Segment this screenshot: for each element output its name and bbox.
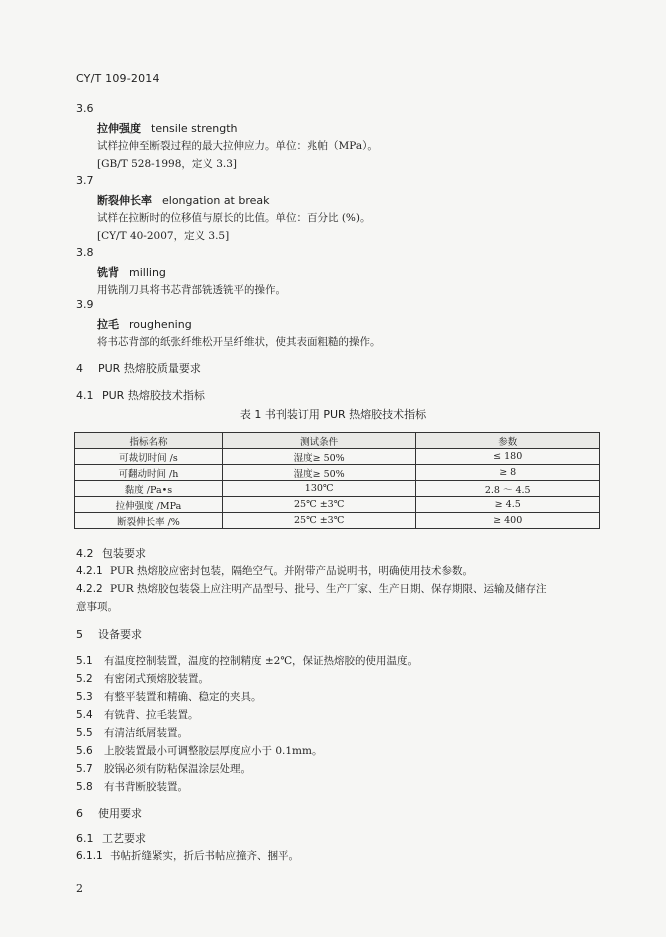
table-cell: 可翻动时间 /h (75, 465, 223, 481)
section-number: 6 (76, 807, 83, 820)
column-header: 参数 (416, 433, 600, 449)
term-chinese: 断裂伸长率 (97, 194, 152, 207)
clause-text: PUR 热熔胶包装袋上应注明产品型号、批号、生产厂家、生产日期、保存期限、运输及储存注 (110, 583, 547, 595)
table-cell: 黏度 /Pa•s (75, 481, 223, 497)
clause-paragraph (76, 707, 199, 722)
table-row (75, 465, 600, 481)
clause-paragraph (76, 761, 251, 776)
subsection-heading (76, 387, 205, 403)
column-header: 测试条件 (222, 433, 416, 449)
table-cell: ≤ 180 (416, 449, 600, 465)
table-cell: ≥ 400 (416, 513, 600, 529)
term-english: elongation at break (162, 194, 270, 207)
table-header-row (75, 433, 600, 449)
section-heading (76, 626, 142, 642)
clause-paragraph (76, 671, 209, 686)
term-title (97, 264, 166, 280)
clause-number: 5.5 (76, 727, 93, 739)
clause-paragraph (76, 779, 188, 794)
clause-text: 有清洁纸屑装置。 (104, 727, 188, 739)
table-row (75, 481, 600, 497)
clause-paragraph (76, 581, 546, 596)
table-cell: 湿度≥ 50% (222, 449, 416, 465)
page-number: 2 (76, 882, 83, 895)
clause-number: 5.1 (76, 655, 93, 667)
clause-number: 5.7 (76, 763, 93, 775)
section-title: PUR 热熔胶技术指标 (102, 389, 205, 402)
table-cell: 2.8 ～ 4.5 (416, 481, 600, 497)
table-row (75, 497, 600, 513)
subsection-heading (76, 545, 146, 561)
section-heading (76, 360, 201, 376)
clause-text: 有温度控制装置，温度的控制精度 ±2℃，保证热熔胶的使用温度。 (104, 655, 419, 667)
term-reference: [CY/T 40-2007，定义 3.5] (97, 230, 230, 242)
term-definition: 用铣削刀具将书芯背部铣透铣平的操作。 (97, 284, 286, 296)
term-english: tensile strength (151, 122, 238, 135)
subsection-heading (76, 830, 146, 846)
term-number: 3.7 (76, 174, 94, 187)
section-number: 4.2 (76, 547, 94, 560)
clause-number: 6.1.1 (76, 850, 103, 862)
clause-paragraph (76, 743, 322, 758)
clause-text: 有书背断胶装置。 (104, 781, 188, 793)
table-cell: 25℃ ±3℃ (222, 497, 416, 513)
clause-text: 有密闭式预熔胶装置。 (104, 673, 209, 685)
clause-number: 4.2.1 (76, 565, 103, 577)
section-number: 4.1 (76, 389, 94, 402)
table-cell: 25℃ ±3℃ (222, 513, 416, 529)
table-cell: 拉伸强度 /MPa (75, 497, 223, 513)
clause-number: 5.4 (76, 709, 93, 721)
term-number: 3.9 (76, 298, 94, 311)
spec-table (74, 432, 600, 529)
section-title: PUR 热熔胶质量要求 (98, 362, 201, 375)
clause-number: 5.8 (76, 781, 93, 793)
section-number: 6.1 (76, 832, 94, 845)
term-definition: 试样拉伸至断裂过程的最大拉伸应力。单位：兆帕（MPa）。 (97, 140, 378, 152)
table-cell: 可裁切时间 /s (75, 449, 223, 465)
table-row (75, 513, 600, 529)
table-cell: ≥ 8 (416, 465, 600, 481)
table-cell: 断裂伸长率 /% (75, 513, 223, 529)
term-title (97, 120, 238, 136)
section-title: 包装要求 (102, 547, 146, 560)
standard-code-header: CY/T 109-2014 (76, 72, 160, 85)
term-chinese: 铣背 (97, 266, 119, 279)
section-heading (76, 805, 142, 821)
clause-paragraph (76, 563, 473, 578)
section-title: 使用要求 (98, 807, 142, 820)
table-cell: 湿度≥ 50% (222, 465, 416, 481)
clause-paragraph (76, 725, 188, 740)
clause-text: 有整平装置和精确、稳定的夹具。 (104, 691, 262, 703)
clause-paragraph (76, 689, 262, 704)
column-header: 指标名称 (75, 433, 223, 449)
section-number: 4 (76, 362, 83, 375)
table-cell: 130℃ (222, 481, 416, 497)
term-chinese: 拉伸强度 (97, 122, 141, 135)
clause-text: 有铣背、拉毛装置。 (104, 709, 199, 721)
table-caption: 表 1 书刊装订用 PUR 热熔胶技术指标 (239, 408, 427, 421)
term-number: 3.8 (76, 246, 94, 259)
clause-text: 胶锅必须有防粘保温涂层处理。 (104, 763, 251, 775)
term-english: milling (129, 266, 166, 279)
table-cell: ≥ 4.5 (416, 497, 600, 513)
clause-number: 5.6 (76, 745, 93, 757)
clause-text: 上胶装置最小可调整胶层厚度应小于 0.1mm。 (104, 745, 323, 757)
clause-text: 书帖折缝紧实，折后书帖应撞齐、捆平。 (110, 850, 299, 862)
clause-number: 5.3 (76, 691, 93, 703)
clause-number: 4.2.2 (76, 583, 103, 595)
clause-text: PUR 热熔胶应密封包装，隔绝空气。并附带产品说明书，明确使用技术参数。 (110, 565, 473, 577)
clause-number: 5.2 (76, 673, 93, 685)
term-title (97, 192, 270, 208)
section-number: 5 (76, 628, 83, 641)
term-number: 3.6 (76, 102, 94, 115)
clause-continuation: 意事项。 (76, 601, 118, 613)
clause-paragraph (76, 653, 418, 668)
term-definition: 试样在拉断时的位移值与原长的比值。单位：百分比 (%)。 (97, 212, 371, 224)
term-definition: 将书芯背部的纸张纤维松开呈纤维状，使其表面粗糙的操作。 (97, 336, 381, 348)
clause-paragraph (76, 848, 299, 863)
section-title: 工艺要求 (102, 832, 146, 845)
table-row (75, 449, 600, 465)
section-title: 设备要求 (98, 628, 142, 641)
term-english: roughening (129, 318, 192, 331)
term-reference: [GB/T 528-1998，定义 3.3] (97, 158, 238, 170)
term-title (97, 316, 192, 332)
term-chinese: 拉毛 (97, 318, 119, 331)
